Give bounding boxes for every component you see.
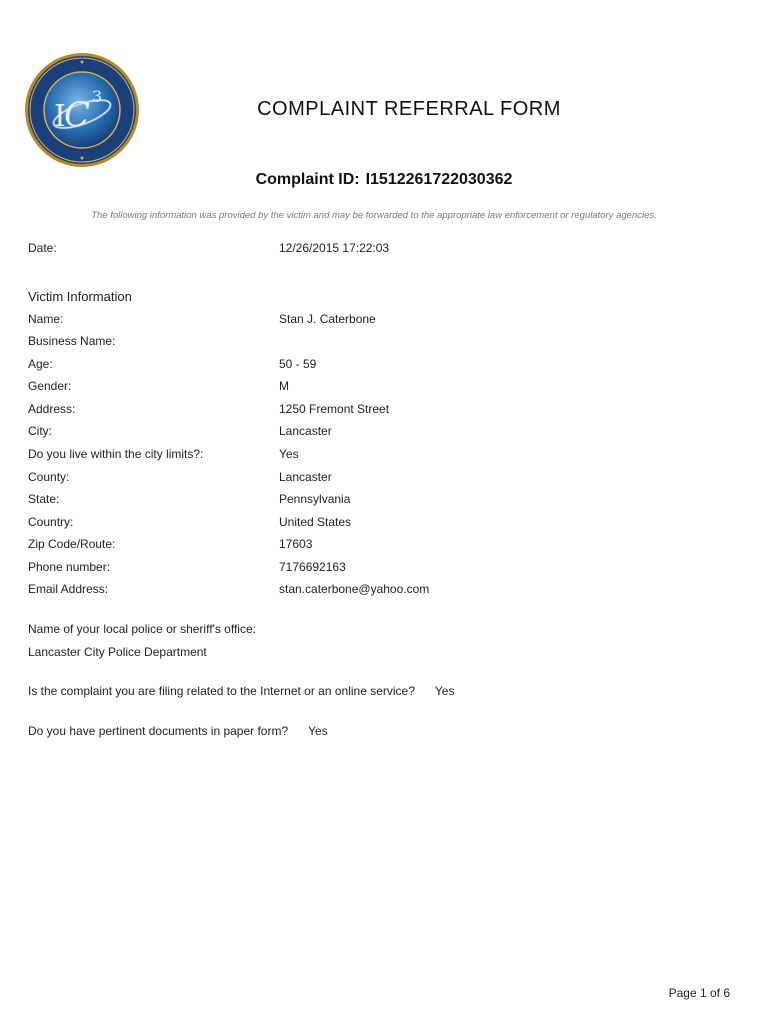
field-value: Yes xyxy=(279,447,299,461)
complaint-id-label: Complaint ID: xyxy=(255,171,360,188)
field-row xyxy=(28,537,312,551)
documents-question: Do you have pertinent documents in paper form? xyxy=(28,724,289,738)
field-label: Name: xyxy=(28,312,64,326)
complaint-id-value: I1512261722030362 xyxy=(365,171,513,188)
field-label: Phone number: xyxy=(28,560,111,574)
police-answer: Lancaster City Police Department xyxy=(28,645,207,659)
field-row xyxy=(28,402,389,416)
field-value: Stan J. Caterbone xyxy=(279,312,376,326)
field-row xyxy=(28,582,429,596)
field-row xyxy=(28,560,346,574)
field-value: Lancaster xyxy=(279,424,332,438)
documents-question-row xyxy=(28,724,328,738)
field-value: M xyxy=(279,379,289,393)
field-label: Country: xyxy=(28,515,74,529)
page-number: Page 1 of 6 xyxy=(668,986,730,1000)
form-title: COMPLAINT REFERRAL FORM xyxy=(257,98,561,120)
victim-section-heading: Victim Information xyxy=(28,289,132,304)
field-label: Email Address: xyxy=(28,582,109,596)
field-value: Lancaster xyxy=(279,470,332,484)
field-row xyxy=(28,357,316,371)
field-value: Pennsylvania xyxy=(279,492,351,506)
field-label: Gender: xyxy=(28,379,72,393)
field-row xyxy=(28,492,350,506)
field-value: 1250 Fremont Street xyxy=(279,402,390,416)
svg-text:C: C xyxy=(64,95,91,135)
field-value: 50 - 59 xyxy=(279,357,317,371)
svg-text:I: I xyxy=(54,99,66,134)
complaint-id xyxy=(0,171,768,189)
field-label: Do you live within the city limits?: xyxy=(28,447,204,461)
police-question: Name of your local police or sheriff's office: xyxy=(28,622,256,636)
field-row xyxy=(28,515,351,529)
date-value: 12/26/2015 17:22:03 xyxy=(279,241,390,255)
date-label: Date: xyxy=(28,241,57,255)
field-label: State: xyxy=(28,492,60,506)
field-value: United States xyxy=(279,515,352,529)
field-row xyxy=(28,424,332,438)
field-label: Business Name: xyxy=(28,334,116,348)
field-label: Age: xyxy=(28,357,53,371)
field-label: City: xyxy=(28,424,52,438)
field-label: County: xyxy=(28,470,70,484)
field-row xyxy=(28,447,299,461)
field-value: 7176692163 xyxy=(279,560,346,574)
field-row xyxy=(28,470,332,484)
field-label: Zip Code/Route: xyxy=(28,537,116,551)
documents-answer: Yes xyxy=(308,724,328,738)
field-label: Address: xyxy=(28,402,76,416)
internet-answer: Yes xyxy=(434,684,455,698)
date-row xyxy=(28,241,389,255)
field-row xyxy=(28,334,279,348)
internet-question-row xyxy=(28,684,454,698)
field-row xyxy=(28,379,289,393)
field-value: stan.caterbone@yahoo.com xyxy=(279,582,430,596)
svg-text:3: 3 xyxy=(92,87,103,106)
field-row xyxy=(28,312,376,326)
forwarding-notice: The following information was provided by the victim and may be forwarded to the appropriate law enforcement or regulatory agencies. xyxy=(91,210,657,221)
field-value: 17603 xyxy=(279,537,313,551)
internet-question: Is the complaint you are filing related to the Internet or an online service? xyxy=(28,684,415,698)
